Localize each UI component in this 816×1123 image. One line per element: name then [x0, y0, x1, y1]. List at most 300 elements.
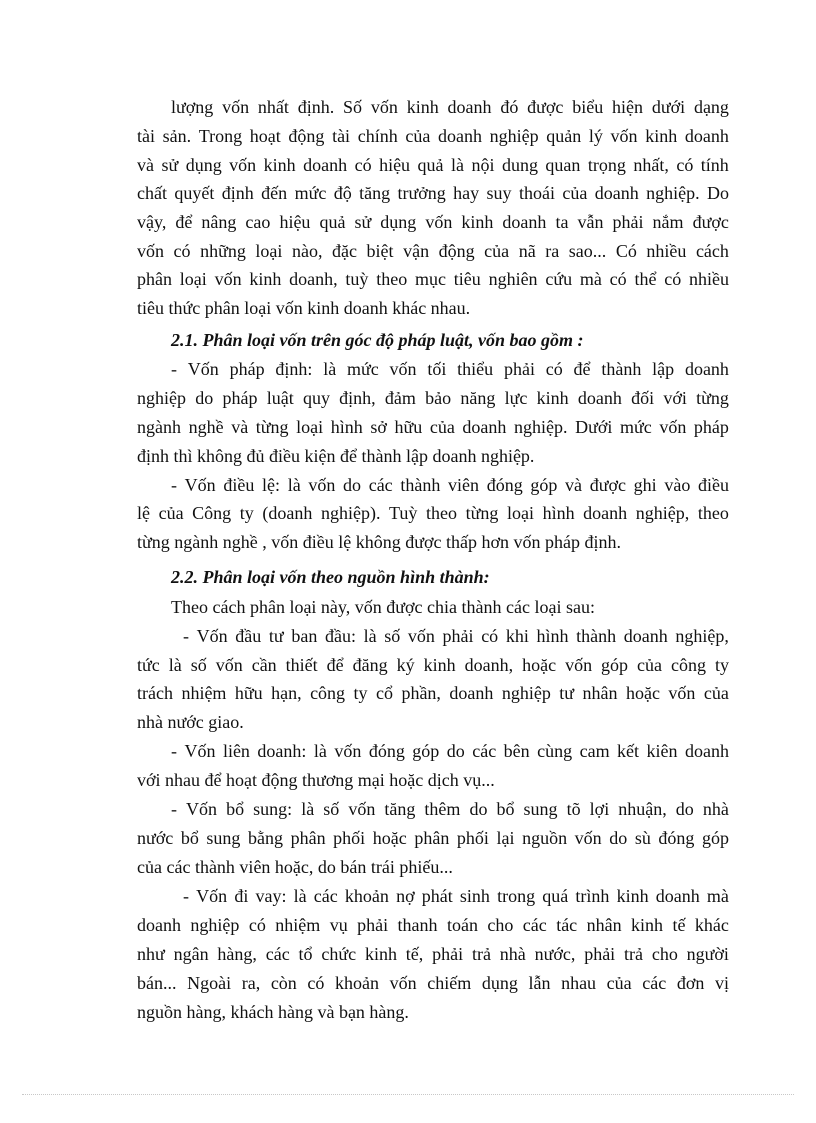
word: được — [589, 475, 626, 495]
word: luật — [266, 388, 294, 408]
paragraph-line: tiêu thức phân loại vốn kinh doanh khác nhau. — [137, 298, 471, 318]
word: doanh — [462, 417, 507, 437]
word: do — [469, 799, 488, 819]
word: định, — [339, 388, 376, 408]
word: nghiệp — [190, 915, 240, 935]
word: phối — [456, 828, 489, 848]
word: sù — [634, 828, 651, 848]
paragraph-line — [137, 912, 729, 938]
word: trưởng — [397, 183, 446, 203]
word: hiệu — [279, 212, 311, 232]
word: theo — [426, 503, 458, 523]
paragraph-line — [137, 738, 729, 764]
word: nắm — [652, 212, 684, 232]
word: loại — [179, 269, 207, 289]
word: tuỳ — [345, 269, 369, 289]
word: kinh — [631, 915, 664, 935]
word: quả — [319, 212, 346, 232]
word: vay: — [255, 886, 287, 906]
word: bổ — [496, 799, 515, 819]
word: doanh, — [464, 655, 514, 675]
word: số — [384, 626, 401, 646]
word: liên — [222, 741, 250, 761]
word: hạn, — [271, 683, 302, 703]
word: để — [573, 359, 591, 379]
word: vốn — [137, 241, 164, 261]
word: theo — [376, 269, 408, 289]
paragraph-line — [137, 123, 729, 149]
word: doanh — [655, 886, 700, 906]
word: doanh — [594, 183, 639, 203]
word: đóng — [658, 828, 695, 848]
word: đăng — [352, 655, 388, 675]
word: dụng — [185, 155, 222, 175]
word: hiện — [612, 97, 644, 117]
word: lý — [588, 126, 603, 146]
word: hữu — [394, 417, 423, 437]
word: lượng — [171, 97, 214, 117]
word: nước, — [534, 944, 576, 964]
word: doanh: — [257, 741, 307, 761]
word: - — [183, 886, 189, 906]
paragraph-line: định thì không đủ điều kiện để thành lập doanh nghiệp. — [137, 446, 535, 466]
word: suy — [486, 183, 512, 203]
paragraph-line — [137, 825, 729, 851]
word: Công — [192, 503, 232, 523]
word: bên — [503, 741, 530, 761]
word: khoản — [344, 886, 389, 906]
word: độ — [333, 183, 352, 203]
word: mà — [579, 269, 602, 289]
word: doanh — [303, 155, 348, 175]
word: bằng — [248, 828, 284, 848]
paragraph-line: từng ngành nghề , vốn điều lệ không được thấp hơn vốn pháp định. — [137, 532, 621, 552]
word: Do — [707, 183, 729, 203]
word: - — [171, 741, 177, 761]
word: doanh — [447, 97, 492, 117]
word: hoạt — [249, 126, 281, 146]
word: của — [429, 417, 455, 437]
word: tác — [556, 915, 578, 935]
word: đó — [500, 97, 519, 117]
word: nâng — [201, 212, 237, 232]
word: với — [663, 388, 687, 408]
word: vốn — [348, 799, 376, 819]
word: nhân — [586, 915, 622, 935]
word: ty — [239, 503, 254, 523]
word: kinh — [364, 944, 397, 964]
word: các — [522, 915, 547, 935]
section-heading: 2.1. Phân loại vốn trên góc độ pháp luật, vốn bao gồm : — [171, 330, 584, 350]
word: điều — [223, 475, 255, 495]
word: tài — [137, 126, 155, 146]
word: để — [326, 655, 344, 675]
word: vụ — [329, 915, 348, 935]
word: phát — [421, 886, 453, 906]
word: biệt — [366, 241, 394, 261]
word: vốn — [565, 655, 593, 675]
word: có — [354, 155, 372, 175]
word: năng — [460, 388, 496, 408]
word: khi — [505, 626, 529, 646]
word: chính — [357, 126, 398, 146]
word: ty — [353, 683, 368, 703]
page-bottom-rule — [22, 1094, 794, 1095]
word: quá — [542, 886, 569, 906]
word: dưới — [651, 97, 686, 117]
word: điều — [698, 475, 729, 495]
word: hoặc — [372, 828, 407, 848]
word: tức — [137, 655, 160, 675]
word: pháp — [693, 417, 729, 437]
word: mà — [706, 886, 729, 906]
word: định — [221, 183, 254, 203]
word: nghiệp. — [646, 183, 700, 203]
word: phải — [612, 212, 644, 232]
word: thiểu — [457, 359, 494, 379]
paragraph-line: của các thành viên hoặc, do bán trái phiếu... — [137, 857, 453, 877]
word: cho — [487, 915, 514, 935]
word: là — [313, 741, 327, 761]
word: vào — [664, 475, 691, 495]
paragraph-line: Theo cách phân loại này, vốn được chia thành các loại sau: — [171, 597, 595, 617]
word: của — [562, 183, 588, 203]
word: doanh — [684, 126, 729, 146]
word: theo — [697, 503, 729, 523]
word: được — [692, 212, 729, 232]
word: loại — [506, 503, 534, 523]
word: hình — [542, 503, 575, 523]
word: pháp — [222, 388, 258, 408]
word: nguồn — [522, 828, 568, 848]
word: bổ — [226, 799, 245, 819]
word: tư — [559, 683, 575, 703]
word: thanh — [397, 915, 438, 935]
word: dụng — [380, 212, 417, 232]
word: của — [484, 241, 510, 261]
section-heading: 2.2. Phân loại vốn theo nguồn hình thành: — [171, 567, 490, 587]
word: vị — [714, 973, 729, 993]
word: ra — [545, 241, 560, 261]
paragraph-line — [137, 94, 729, 120]
word: tính — [700, 155, 729, 175]
word: thể — [634, 269, 657, 289]
paragraph-line — [137, 883, 729, 909]
word: tế — [672, 915, 686, 935]
word: tài — [332, 126, 351, 146]
paragraph-line — [137, 266, 729, 292]
paragraph-line — [137, 796, 729, 822]
paragraph-line: nguồn hàng, khách hàng và bạn hàng. — [137, 1002, 409, 1022]
word: nghiệp, — [675, 626, 729, 646]
word: lợi — [589, 799, 610, 819]
word: lại — [496, 828, 515, 848]
paragraph-line — [137, 385, 729, 411]
word: cho — [651, 944, 678, 964]
word: thành — [576, 626, 617, 646]
word: chức — [321, 944, 357, 964]
word: kết — [617, 741, 640, 761]
word: cứu — [545, 269, 573, 289]
word: là — [168, 655, 182, 675]
word: nước — [137, 828, 174, 848]
word: bổ — [180, 828, 199, 848]
word: được — [527, 97, 564, 117]
word: nhất, — [633, 155, 669, 175]
word: - — [171, 475, 177, 495]
word: loại — [296, 417, 324, 437]
word: cách — [695, 241, 729, 261]
word: vốn — [425, 212, 453, 232]
word: tế, — [405, 944, 424, 964]
word: tiêu — [453, 269, 481, 289]
word: trả — [624, 944, 643, 964]
word: Số — [343, 97, 363, 117]
word: do — [675, 799, 694, 819]
word: vốn — [659, 417, 687, 437]
word: chiếm — [427, 973, 472, 993]
word: nhau — [561, 973, 597, 993]
word: vốn — [214, 269, 242, 289]
word: loại — [255, 241, 283, 261]
word: kinh — [423, 655, 456, 675]
word: doanh — [684, 741, 729, 761]
word: phải — [442, 626, 474, 646]
word: nghiên — [488, 269, 538, 289]
paragraph-line: với nhau để hoạt động thương mại hoặc dịch vụ... — [137, 770, 495, 790]
word: dụng — [481, 973, 518, 993]
word: có — [609, 269, 627, 289]
word: quả — [417, 155, 444, 175]
word: kinh — [406, 97, 439, 117]
word: ghi — [633, 475, 657, 495]
word: những — [200, 241, 246, 261]
word: doanh, — [289, 269, 338, 289]
word: mức — [347, 359, 379, 379]
word: Vốn — [196, 886, 228, 906]
word: nhất — [257, 97, 289, 117]
word: doanh — [583, 503, 628, 523]
word: nhiệm — [275, 915, 321, 935]
word: doanh — [577, 388, 622, 408]
word: là — [323, 359, 337, 379]
word: vốn — [215, 655, 243, 675]
word: phối — [333, 828, 366, 848]
word: có — [307, 973, 325, 993]
word: các — [472, 741, 497, 761]
word: vốn — [229, 155, 257, 175]
word: Vốn — [186, 799, 218, 819]
word: hoặc — [522, 655, 557, 675]
paragraph-line — [137, 356, 729, 382]
word: do — [446, 741, 465, 761]
word: sung — [206, 828, 241, 848]
word: kiên — [646, 741, 678, 761]
word: cần — [251, 655, 277, 675]
word: lệ: — [262, 475, 281, 495]
word: như — [137, 944, 165, 964]
word: là — [363, 626, 377, 646]
word: sung — [523, 799, 558, 819]
word: các — [368, 475, 393, 495]
word: góp — [530, 475, 558, 495]
paragraph-line — [137, 500, 729, 526]
word: Dưới — [575, 417, 613, 437]
word: đầu: — [324, 626, 356, 646]
word: do — [195, 388, 214, 408]
word: doanh — [437, 126, 482, 146]
word: nghiệp. — [514, 417, 568, 437]
word: (doanh — [262, 503, 313, 523]
word: ngân — [173, 944, 209, 964]
word: ra, — [241, 973, 261, 993]
word: cùng — [537, 741, 573, 761]
word: ký — [396, 655, 415, 675]
word: - — [171, 359, 177, 379]
word: số — [323, 799, 340, 819]
word: khác — [694, 915, 729, 935]
word: nhân — [582, 683, 618, 703]
word: trong — [497, 886, 536, 906]
word: nhà — [499, 944, 526, 964]
word: khoản — [335, 973, 380, 993]
word: hình — [536, 626, 569, 646]
word: vận — [403, 241, 430, 261]
word: quan — [545, 155, 581, 175]
word: quản — [546, 126, 582, 146]
word: động — [438, 241, 475, 261]
word: Vốn — [184, 475, 216, 495]
word: của — [637, 655, 663, 675]
word: phải — [432, 944, 464, 964]
word: phân — [290, 828, 326, 848]
word: nhà — [702, 799, 729, 819]
word: đặc — [332, 241, 357, 261]
word: sử — [161, 155, 179, 175]
word: đến — [261, 183, 288, 203]
word: hoặc — [625, 683, 660, 703]
word: của — [158, 503, 184, 523]
word: kinh — [645, 126, 678, 146]
word: thoái — [518, 183, 555, 203]
word: kinh — [263, 155, 296, 175]
word: nã — [518, 241, 536, 261]
word: thành — [601, 359, 642, 379]
word: có — [664, 269, 682, 289]
paragraph-line — [137, 414, 729, 440]
word: có — [676, 155, 694, 175]
word: nhuận, — [618, 799, 667, 819]
word: và — [565, 475, 583, 495]
word: của — [606, 973, 632, 993]
word: tăng — [359, 183, 391, 203]
word: phải — [357, 915, 389, 935]
word: trình — [575, 886, 610, 906]
paragraph-line — [137, 623, 729, 649]
word: doanh — [137, 915, 181, 935]
word: vốn — [574, 828, 602, 848]
word: chất — [137, 183, 167, 203]
word: nghiệp — [489, 126, 539, 146]
word: biểu — [572, 97, 604, 117]
word: ngành — [137, 417, 181, 437]
word: tổ — [298, 944, 313, 964]
word: trọng — [587, 155, 626, 175]
word: các — [642, 973, 667, 993]
paragraph-line — [137, 238, 729, 264]
word: doanh — [449, 683, 494, 703]
paragraph-line — [137, 941, 729, 967]
word: sao... — [568, 241, 607, 261]
paragraph-line — [137, 180, 729, 206]
word: phân — [414, 828, 450, 848]
word: là — [293, 886, 307, 906]
word: và — [231, 417, 249, 437]
word: vậy, — [137, 212, 167, 232]
word: bán... — [137, 973, 177, 993]
word: của — [703, 683, 729, 703]
word: đảm — [384, 388, 416, 408]
word: vốn — [407, 626, 435, 646]
word: nhiệm — [181, 683, 227, 703]
word: Tuỳ — [389, 503, 418, 523]
word: nghề — [188, 417, 224, 437]
word: sở — [370, 417, 387, 437]
word: lẫn — [528, 973, 551, 993]
word: định. — [297, 97, 335, 117]
word: - — [183, 626, 189, 646]
word: còn — [270, 973, 297, 993]
paragraph-line: nhà nước giao. — [137, 712, 244, 732]
word: doanh — [684, 359, 729, 379]
word: động — [288, 126, 325, 146]
word: hàng, — [217, 944, 257, 964]
word: là — [451, 155, 464, 175]
word: vốn — [308, 475, 336, 495]
word: pháp — [229, 359, 265, 379]
word: trả — [471, 944, 491, 964]
word: Vốn — [196, 626, 228, 646]
word: các — [265, 944, 290, 964]
word: Có — [615, 241, 637, 261]
word: kinh — [461, 212, 494, 232]
word: trách — [137, 683, 173, 703]
paragraph-line — [137, 152, 729, 178]
word: cổ — [375, 683, 393, 703]
word: ban — [291, 626, 318, 646]
word: có — [545, 359, 563, 379]
word: doanh — [623, 626, 668, 646]
word: toán — [446, 915, 478, 935]
word: các — [313, 886, 338, 906]
word: thiết — [285, 655, 318, 675]
word: công — [671, 655, 706, 675]
word: ty — [714, 655, 729, 675]
word: cam — [579, 741, 610, 761]
word: quyết — [174, 183, 215, 203]
word: nghiệp — [137, 388, 186, 408]
word: có — [173, 241, 191, 261]
word: số — [190, 655, 207, 675]
word: mục — [415, 269, 446, 289]
paragraph-line — [137, 680, 729, 706]
word: định: — [275, 359, 313, 379]
word: vẫn — [577, 212, 604, 232]
word: từng — [255, 417, 289, 437]
word: nhiều — [646, 241, 687, 261]
word: đóng — [486, 475, 523, 495]
word: Trong — [198, 126, 243, 146]
